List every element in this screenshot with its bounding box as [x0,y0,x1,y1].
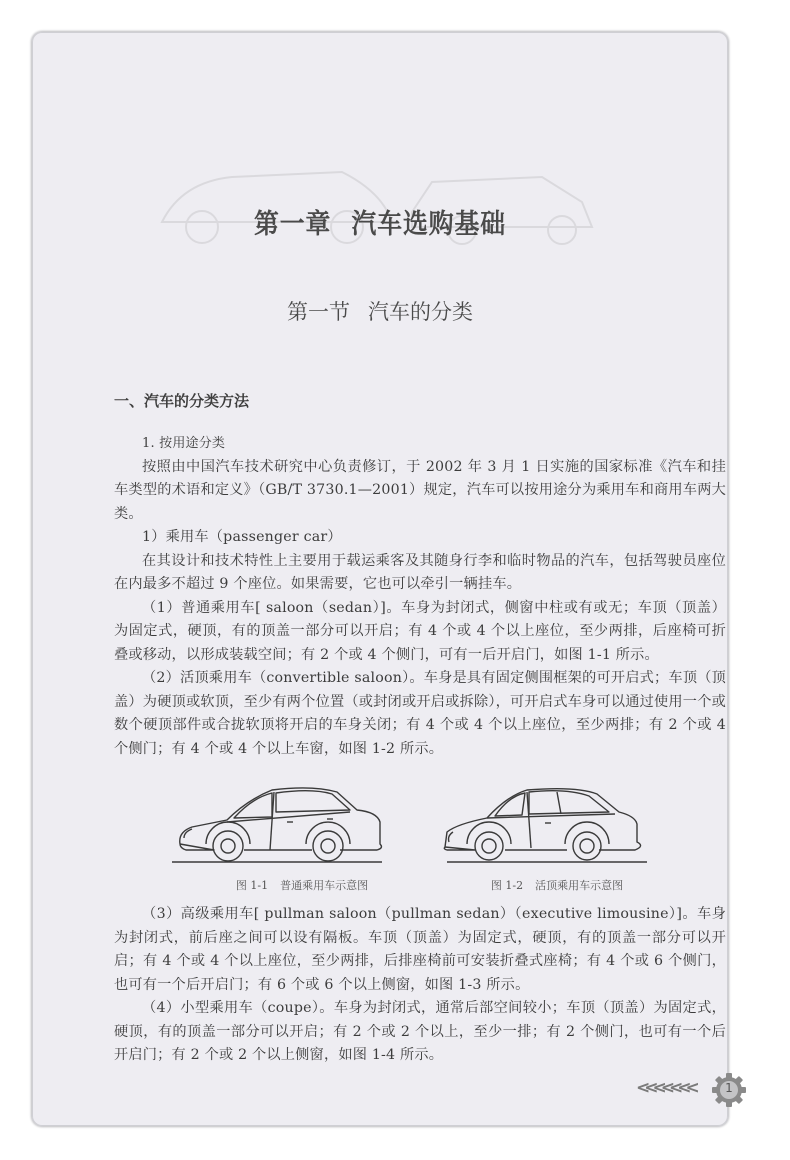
chapter-name: 汽车选购基础 [351,209,507,240]
passenger-car-heading: 1）乘用车（passenger car） [142,529,342,545]
section-title [32,296,728,326]
figure-caption: 图 1-1 普通乘用车示意图 [235,879,369,892]
section-label: 第一节 [287,300,350,324]
paragraph-coupe: （4）小型乘用车（coupe）。车身为封闭式，通常后部空间较小；车顶（顶盖）为固定式，硬顶，有的顶盖一部分可以开启；有 2 个或 2 个以上，至少一排；有 2 个侧门，也可有一个后开启门；有 2 个或 2 个以上侧窗，如图 1-4 所示。 [114,1000,726,1063]
page-arrows-decoration: <<<<<<< [636,1078,694,1098]
convertible-illustration [437,782,657,872]
text-block-passenger [114,526,726,761]
text-block-more-types [114,903,726,1068]
paragraph-intro: 按照由中国汽车技术研究中心负责修订，于 2002 年 3 月 1 日实施的国家标准《汽车和挂车类型的术语和定义》（GB/T 3730.1—2001）规定，汽车可以按用途分为乘用车和商用车两大类。 [114,458,726,522]
chapter-title [60,202,700,241]
chapter-label: 第一章 [253,209,332,240]
section-name: 汽车的分类 [368,300,473,324]
figure-1-1 [172,782,392,892]
page-number-badge [712,1073,746,1107]
text-block-use [114,432,726,526]
paragraph-passenger-definition: 在其设计和技术特性上主要用于载运乘客及其随身行李和临时物品的汽车，包括驾驶员座位在内最多不超过 9 个座位。如果需要，它也可以牵引一辆挂车。 [114,552,726,592]
heading-classification-methods: 一、汽车的分类方法 [114,392,250,410]
paragraph-saloon: （1）普通乘用车[ saloon（sedan）]。车身为封闭式，侧窗中柱或有或无；车顶（顶盖）为固定式，硬顶，有的顶盖一部分可以开启；有 4 个或 4 个以上座位，至少两排，后座椅可折叠或移动，以形成装载空间；有 2 个或 4 个侧门，可有一后开启门，如图 1-1 所示。 [114,599,726,663]
figure-row [172,782,652,897]
figure-caption: 图 1-2 活顶乘用车示意图 [490,879,624,892]
page-number: 1 [725,1081,733,1095]
book-page [32,32,733,1126]
paragraph-pullman: （3）高级乘用车[ pullman saloon（pullman sedan）（executive limousine）]。车身为封闭式，前后座之间可以设有隔板。车顶（顶盖）为固定式，硬顶，有的顶盖一部分可以开启；有 4 个或 4 个以上座位，至少两排，后排座椅前可安装折叠式座椅；有 4 个或 6 个侧门，也可有一个后开启门；有 6 个或 6 个以上侧窗，如图 1-3 所示。 [114,906,726,993]
paragraph-convertible: （2）活顶乘用车（convertible saloon）。车身是具有固定侧围框架的可开启式；车顶（顶盖）为硬顶或软顶，至少有两个位置（或封闭或开启或拆除），可开启式车身可以通过使用一个或数个硬顶部件或合拢软顶将开启的车身关闭；有 4 个或 4 个以上座位，至少两排；有 2 个或 4 个侧门；有 4 个或 4 个以上车窗，如图 1-2 所示。 [114,670,726,757]
subheading-by-use: 1. 按用途分类 [142,436,226,451]
figure-1-2 [437,782,657,892]
sedan-illustration [172,782,392,872]
